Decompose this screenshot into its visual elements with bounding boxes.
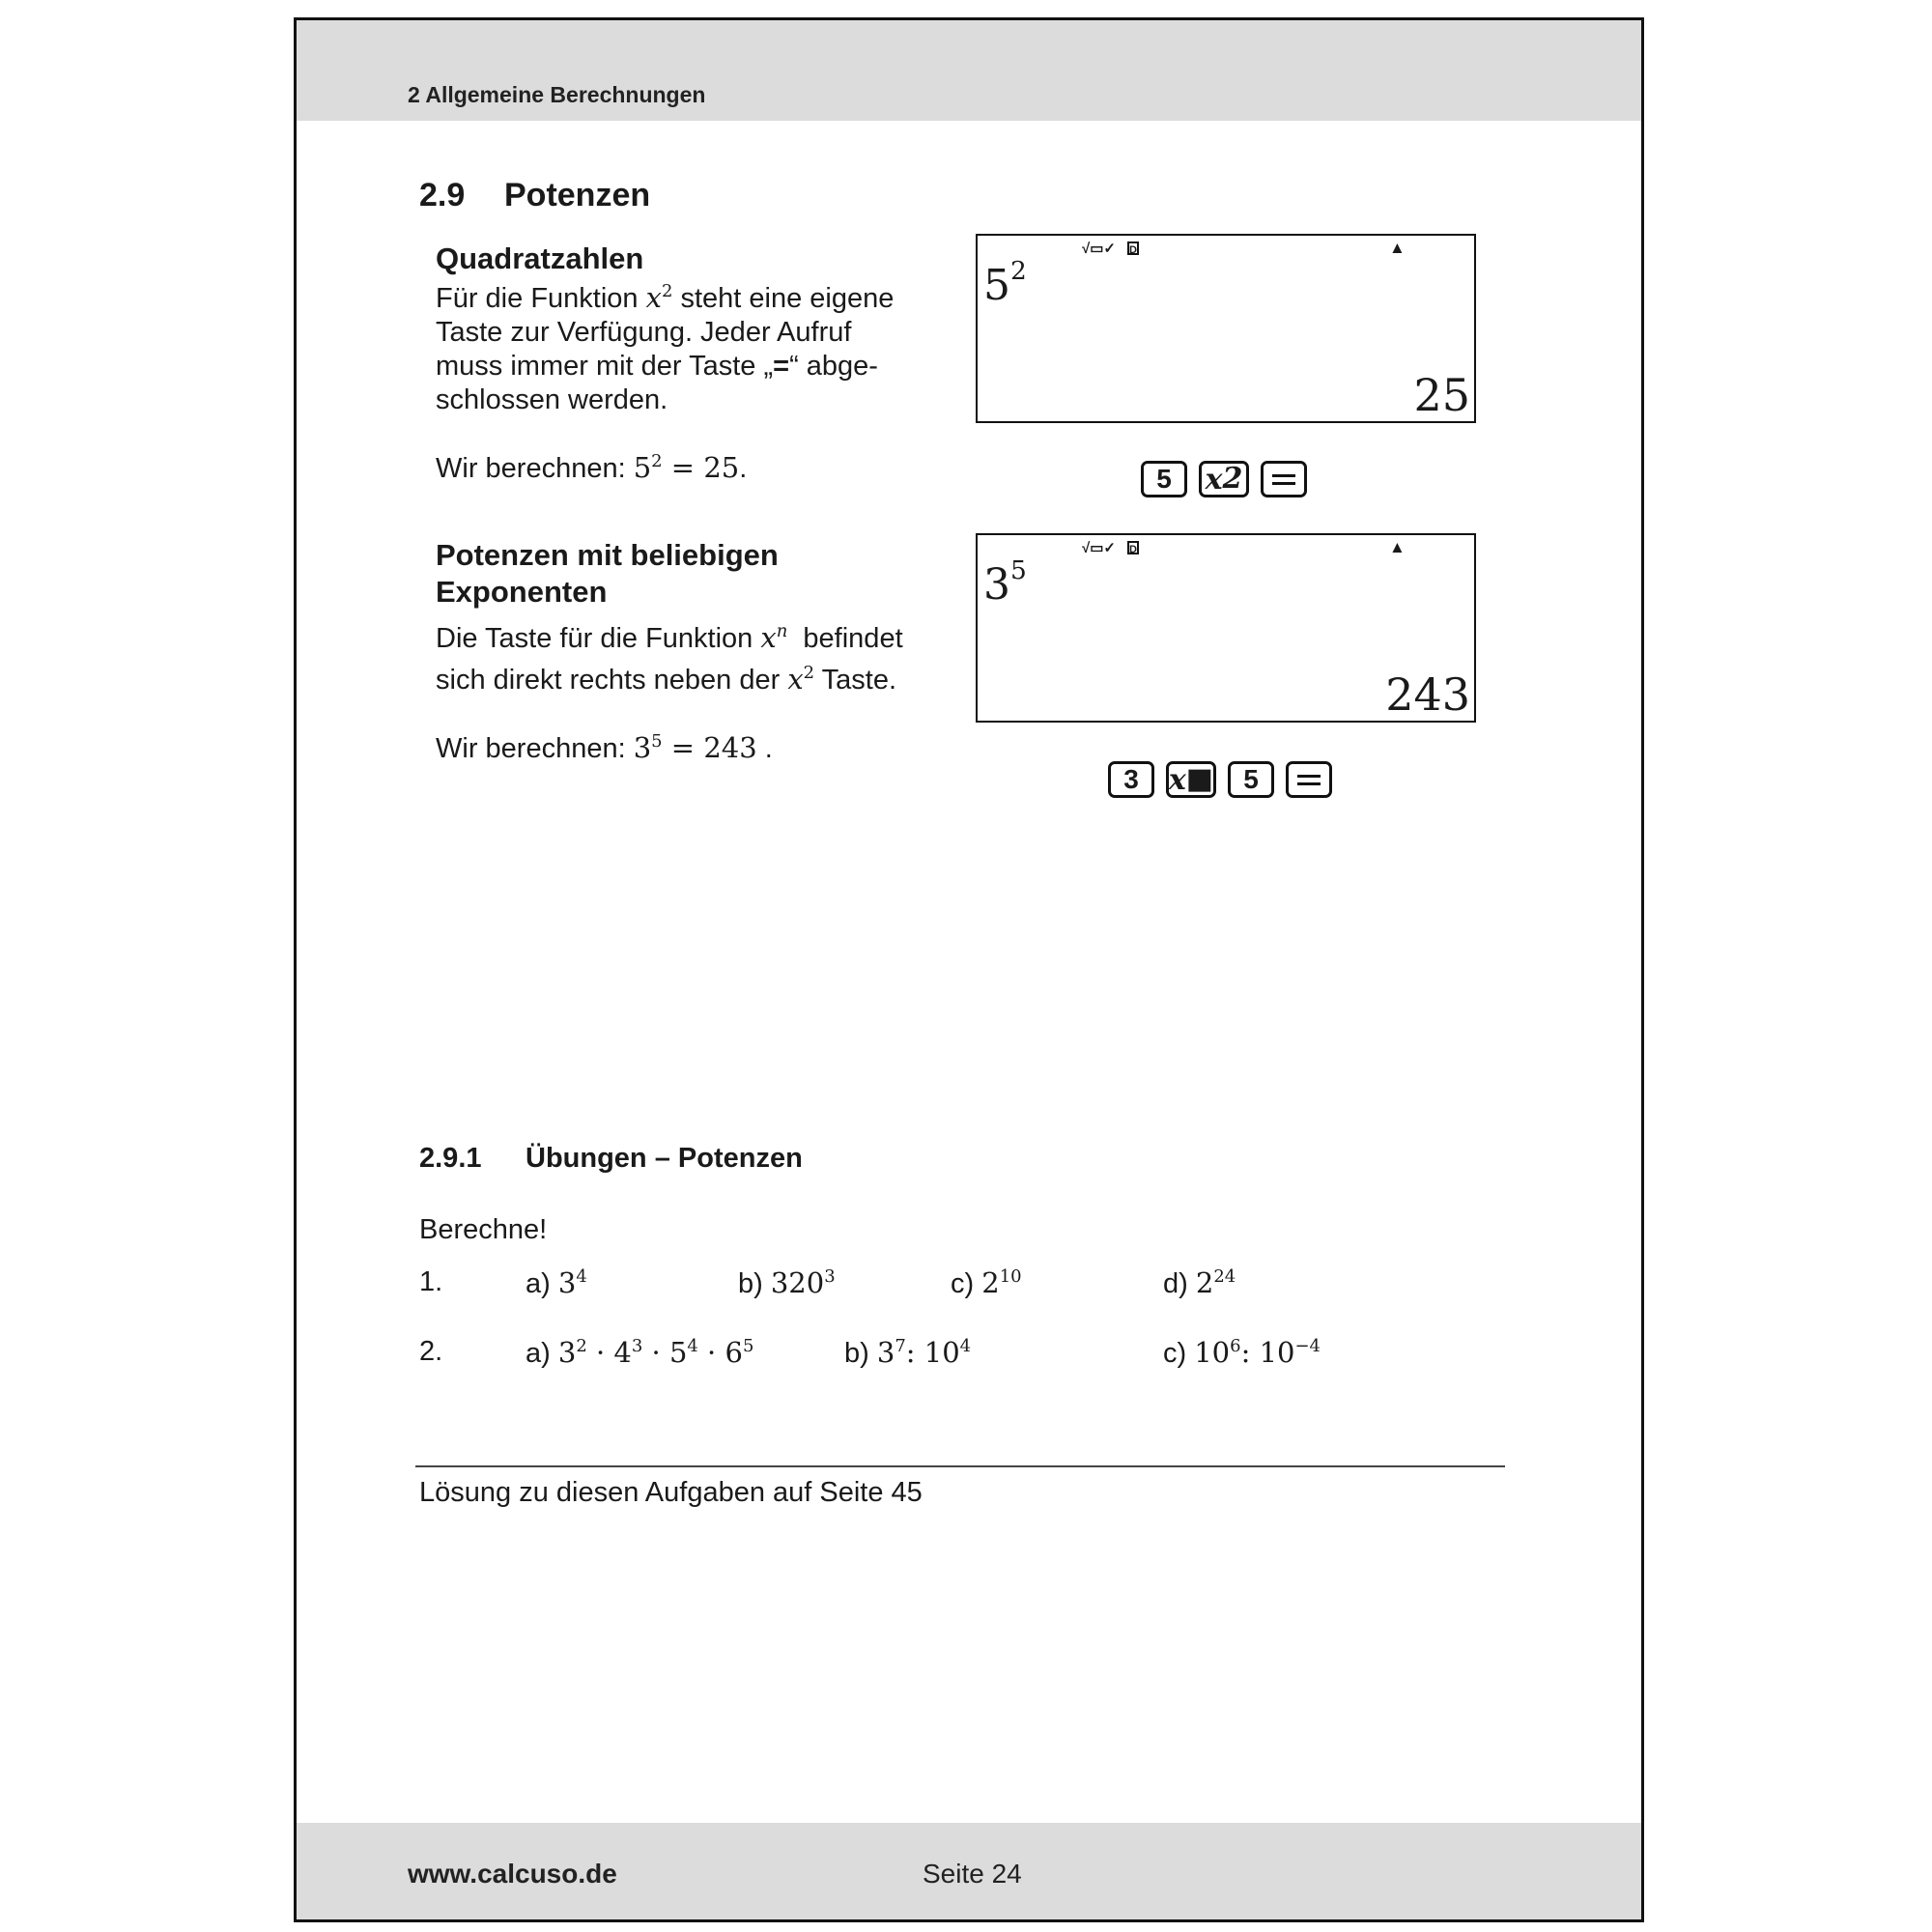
exercises-instruction: Berechne! (419, 1214, 548, 1245)
powers-paragraph (436, 617, 977, 700)
powers-line-1: Die Taste für die Funktion $x^n$ befindet (436, 621, 903, 654)
powers-title: Potenzen mit beliebigen Exponenten (436, 538, 779, 609)
squares-line-1: Für die Funktion $x^2$ steht eine eigene (436, 281, 895, 314)
exercise-1b: b) $320^3$ (738, 1266, 836, 1299)
key-x-squared: x 2 (1199, 461, 1249, 497)
squares-title: Quadratzahlen (436, 242, 644, 275)
exercise-2-number: 2. (419, 1336, 443, 1367)
document-page (294, 17, 1644, 1922)
exercises-title-text: Übungen – Potenzen (526, 1143, 803, 1174)
display-result: 243 (1385, 668, 1470, 721)
display-expression: $5^2$ (983, 255, 1027, 310)
powers-line-2: sich direkt rechts neben der $x^2$ Taste. (436, 663, 897, 696)
display-result: 25 (1413, 369, 1470, 421)
footer-page-number: Seite 24 (923, 1859, 1022, 1889)
equals-icon (1272, 474, 1295, 485)
squares-line-3: muss immer mit der Taste „=“ abge- (436, 351, 878, 382)
exercise-2c: c) $10^6$: $10^{-4}$ (1163, 1336, 1321, 1369)
scroll-up-indicator: ▲ (1389, 538, 1406, 556)
display-expression: $3^5$ (983, 554, 1027, 610)
math-mode-indicator: √▭✓ (1082, 241, 1116, 257)
exercises-title (419, 1143, 803, 1175)
scroll-up-indicator: ▲ (1389, 239, 1406, 257)
powers-example: Wir berechnen: $3^5 = 243$ . (436, 731, 773, 764)
key-3: 3 (1108, 761, 1154, 798)
section-number: 2.9 (419, 177, 466, 213)
exercise-1-number: 1. (419, 1266, 443, 1297)
degree-mode-indicator: D (1127, 541, 1139, 554)
degree-mode-indicator: D (1127, 242, 1139, 255)
exercise-2b: b) $3^7$: $10^4$ (844, 1336, 972, 1369)
squares-paragraph (436, 281, 977, 417)
key-sequence-powers (1108, 761, 1332, 798)
key-5: 5 (1141, 461, 1187, 497)
key-equals (1286, 761, 1332, 798)
exercise-1a: a) $3^4$ (526, 1266, 587, 1299)
key-equals (1261, 461, 1307, 497)
calculator-display-squares (976, 234, 1476, 423)
key-5: 5 (1228, 761, 1274, 798)
math-mode-indicator: √▭✓ (1082, 540, 1116, 556)
squares-example: Wir berechnen: $5^2 = 25$. (436, 451, 748, 484)
running-header: 2 Allgemeine Berechnungen (408, 82, 706, 107)
exercise-1c: c) $2^{10}$ (951, 1266, 1022, 1299)
exercise-2a: a) $3^2 \cdot 4^3 \cdot 5^4 \cdot 6^5$ (526, 1336, 754, 1369)
section-title-text: Potenzen (504, 177, 651, 213)
section-title (419, 177, 650, 214)
footer-url: www.calcuso.de (408, 1859, 617, 1889)
key-sequence-squares (1141, 461, 1307, 497)
squares-line-4: schlossen werden. (436, 384, 668, 415)
key-x-power-n: x ■ (1166, 761, 1216, 798)
exercise-1d: d) $2^{24}$ (1163, 1266, 1236, 1299)
equals-icon (1297, 775, 1321, 785)
calculator-display-powers (976, 533, 1476, 723)
divider-line (415, 1465, 1505, 1467)
squares-line-2: Taste zur Verfügung. Jeder Aufruf (436, 317, 852, 348)
solution-note: Lösung zu diesen Aufgaben auf Seite 45 (419, 1477, 923, 1508)
exercises-number: 2.9.1 (419, 1143, 482, 1174)
